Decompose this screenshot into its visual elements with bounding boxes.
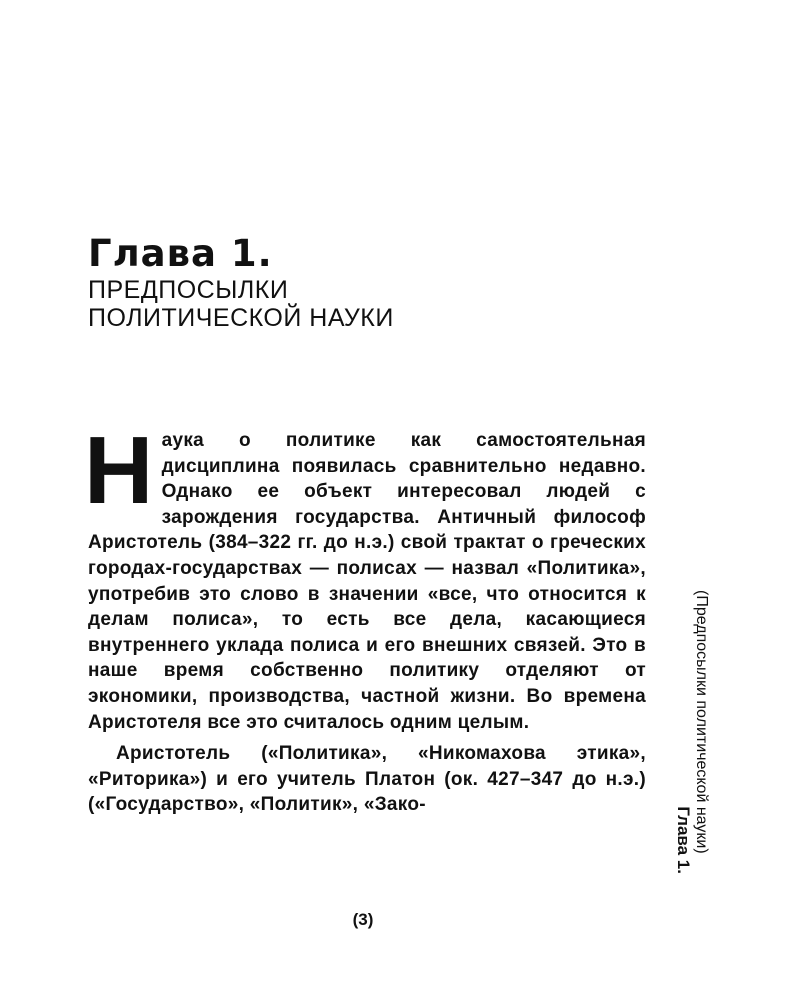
page-number: (3) [352,910,374,929]
running-head [674,584,710,884]
drop-cap: Н [84,417,154,524]
running-head-subtitle: (Предпосылки политической науки) [693,590,710,854]
chapter-heading [88,232,394,332]
chapter-number: Глава 1. [88,232,273,275]
chapter-title-line-1: ПРЕДПОСЫЛКИ [88,276,289,304]
chapter-title-line-2: ПОЛИТИЧЕСКОЙ НАУКИ [88,304,394,332]
paragraph-1 [84,417,646,735]
paragraph-1-text: аука о политике как самостоятельная дисциплина появилась сравнительно недавно. Однако ее объект интересовал людей с зарождения государства. Античный философ Аристотель (384–322 гг. до н.э.) свой трактат о греческих городах-государствах — полисах — назвал «Политика», употребив это слово в значении «все, что относится к делам полиса», то есть все дела, касающиеся внутреннего уклада полиса и его внешних связей. Это в наше время собственно политику отделяют от экономики, производства, частной жизни. Во времена Аристотеля все это считалось одним целым. [88,430,646,733]
paragraph-2: Аристотель («Политика», «Никомахова этика», «Риторика») и его учитель Платон (ок. 427–347 до н.э.) («Государство», «Политик», «Зако- [88,743,646,816]
running-head-chapter: Глава 1. [674,806,693,874]
body-text [84,417,646,837]
